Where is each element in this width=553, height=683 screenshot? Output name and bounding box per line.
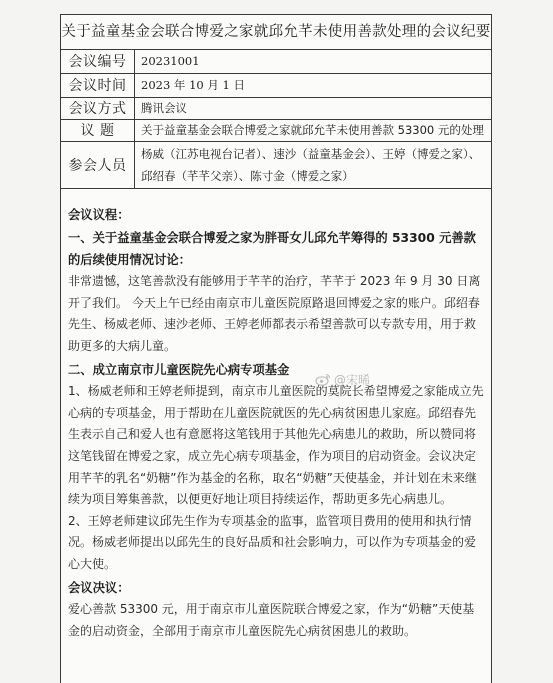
label-attendees: 参会人员 bbox=[61, 141, 135, 188]
label-meeting-time: 会议时间 bbox=[61, 73, 135, 97]
section-1-heading: 一、关于益童基金会联合博爱之家为胖哥女儿邱允芊筹得的 53300 元善款的后续使用情况讨论： bbox=[68, 231, 476, 267]
resolution-paragraph: 爱心善款 53300 元，用于南京市儿童医院联合博爱之家，作为“奶糖”天使基金的启动资金，全部用于南京市儿童医院先心病贫困患儿的救助。 bbox=[68, 602, 475, 638]
row-topic bbox=[61, 119, 491, 141]
meeting-info-table bbox=[61, 50, 491, 189]
row-meeting-time bbox=[61, 73, 491, 97]
resolution-heading: 会议决议： bbox=[68, 580, 130, 595]
value-meeting-number: 20231001 bbox=[135, 50, 492, 73]
watermark-text: @宋晞 bbox=[334, 373, 371, 387]
weibo-watermark bbox=[315, 371, 370, 388]
value-meeting-method: 腾讯会议 bbox=[135, 97, 492, 119]
label-meeting-method: 会议方式 bbox=[61, 97, 135, 119]
section-2-heading: 二、成立南京市儿童医院先心病专项基金 bbox=[68, 362, 290, 377]
section-1-paragraph: 非常遗憾，这笔善款没有能够用于芊芊的治疗，芊芊于 2023 年 9 月 30 日离开了我们。 今天上午已经由南京市儿童医院原路退回博爱之家的账户。邱绍春先生、杨威老师、速沙老师、王婷老师都表示希望善款可以专款专用，用于救助更多的大病儿童。 bbox=[68, 274, 481, 354]
value-topic: 关于益童基金会联合博爱之家就邱允芊未使用善款 53300 元的处理 bbox=[135, 119, 492, 141]
agenda-heading: 会议议程： bbox=[68, 207, 130, 222]
value-meeting-time: 2023 年 10 月 1 日 bbox=[135, 73, 492, 97]
section-2-paragraph-1: 1、杨威老师和王婷老师提到，南京市儿童医院的莫院长希望博爱之家能成立先心病的专项基金，用于帮助在儿童医院就医的先心病贫困患儿家庭。邱绍春先生表示自己和爱人也有意愿将这笔钱用于其他先心病患儿的救助，所以赞同将这笔钱留在博爱之家，成立先心病专项基金，作为项目的启动资金。会议决定用芊芊的乳名“奶糖”作为基金的名称，取名“奶糖”天使基金，并计划在未来继续为项目筹集善款，以便更好地让项目持续运作，帮助更多先心病患儿。 bbox=[68, 384, 484, 507]
row-meeting-number bbox=[61, 50, 491, 73]
label-topic: 议 题 bbox=[61, 119, 135, 141]
section-2-paragraph-2: 2、王婷老师建议邱先生作为专项基金的监事，监管项目费用的使用和执行情况。杨威老师提出以邱先生的良好品质和社会影响力，可以作为专项基金的爱心大使。 bbox=[68, 513, 477, 571]
row-meeting-method bbox=[61, 97, 491, 119]
document-title: 关于益童基金会联合博爱之家就邱允芊未使用善款处理的会议纪要 bbox=[61, 15, 491, 50]
value-attendees: 杨威（江苏电视台记者）、速沙（益童基金会）、王婷（博爱之家）、邱绍春（芊芊父亲）、陈寸金（博爱之家） bbox=[135, 141, 492, 188]
weibo-icon bbox=[315, 373, 331, 386]
label-meeting-number: 会议编号 bbox=[61, 50, 135, 73]
row-attendees bbox=[61, 141, 491, 188]
meeting-minutes-document bbox=[60, 14, 492, 683]
minutes-body bbox=[61, 189, 491, 643]
